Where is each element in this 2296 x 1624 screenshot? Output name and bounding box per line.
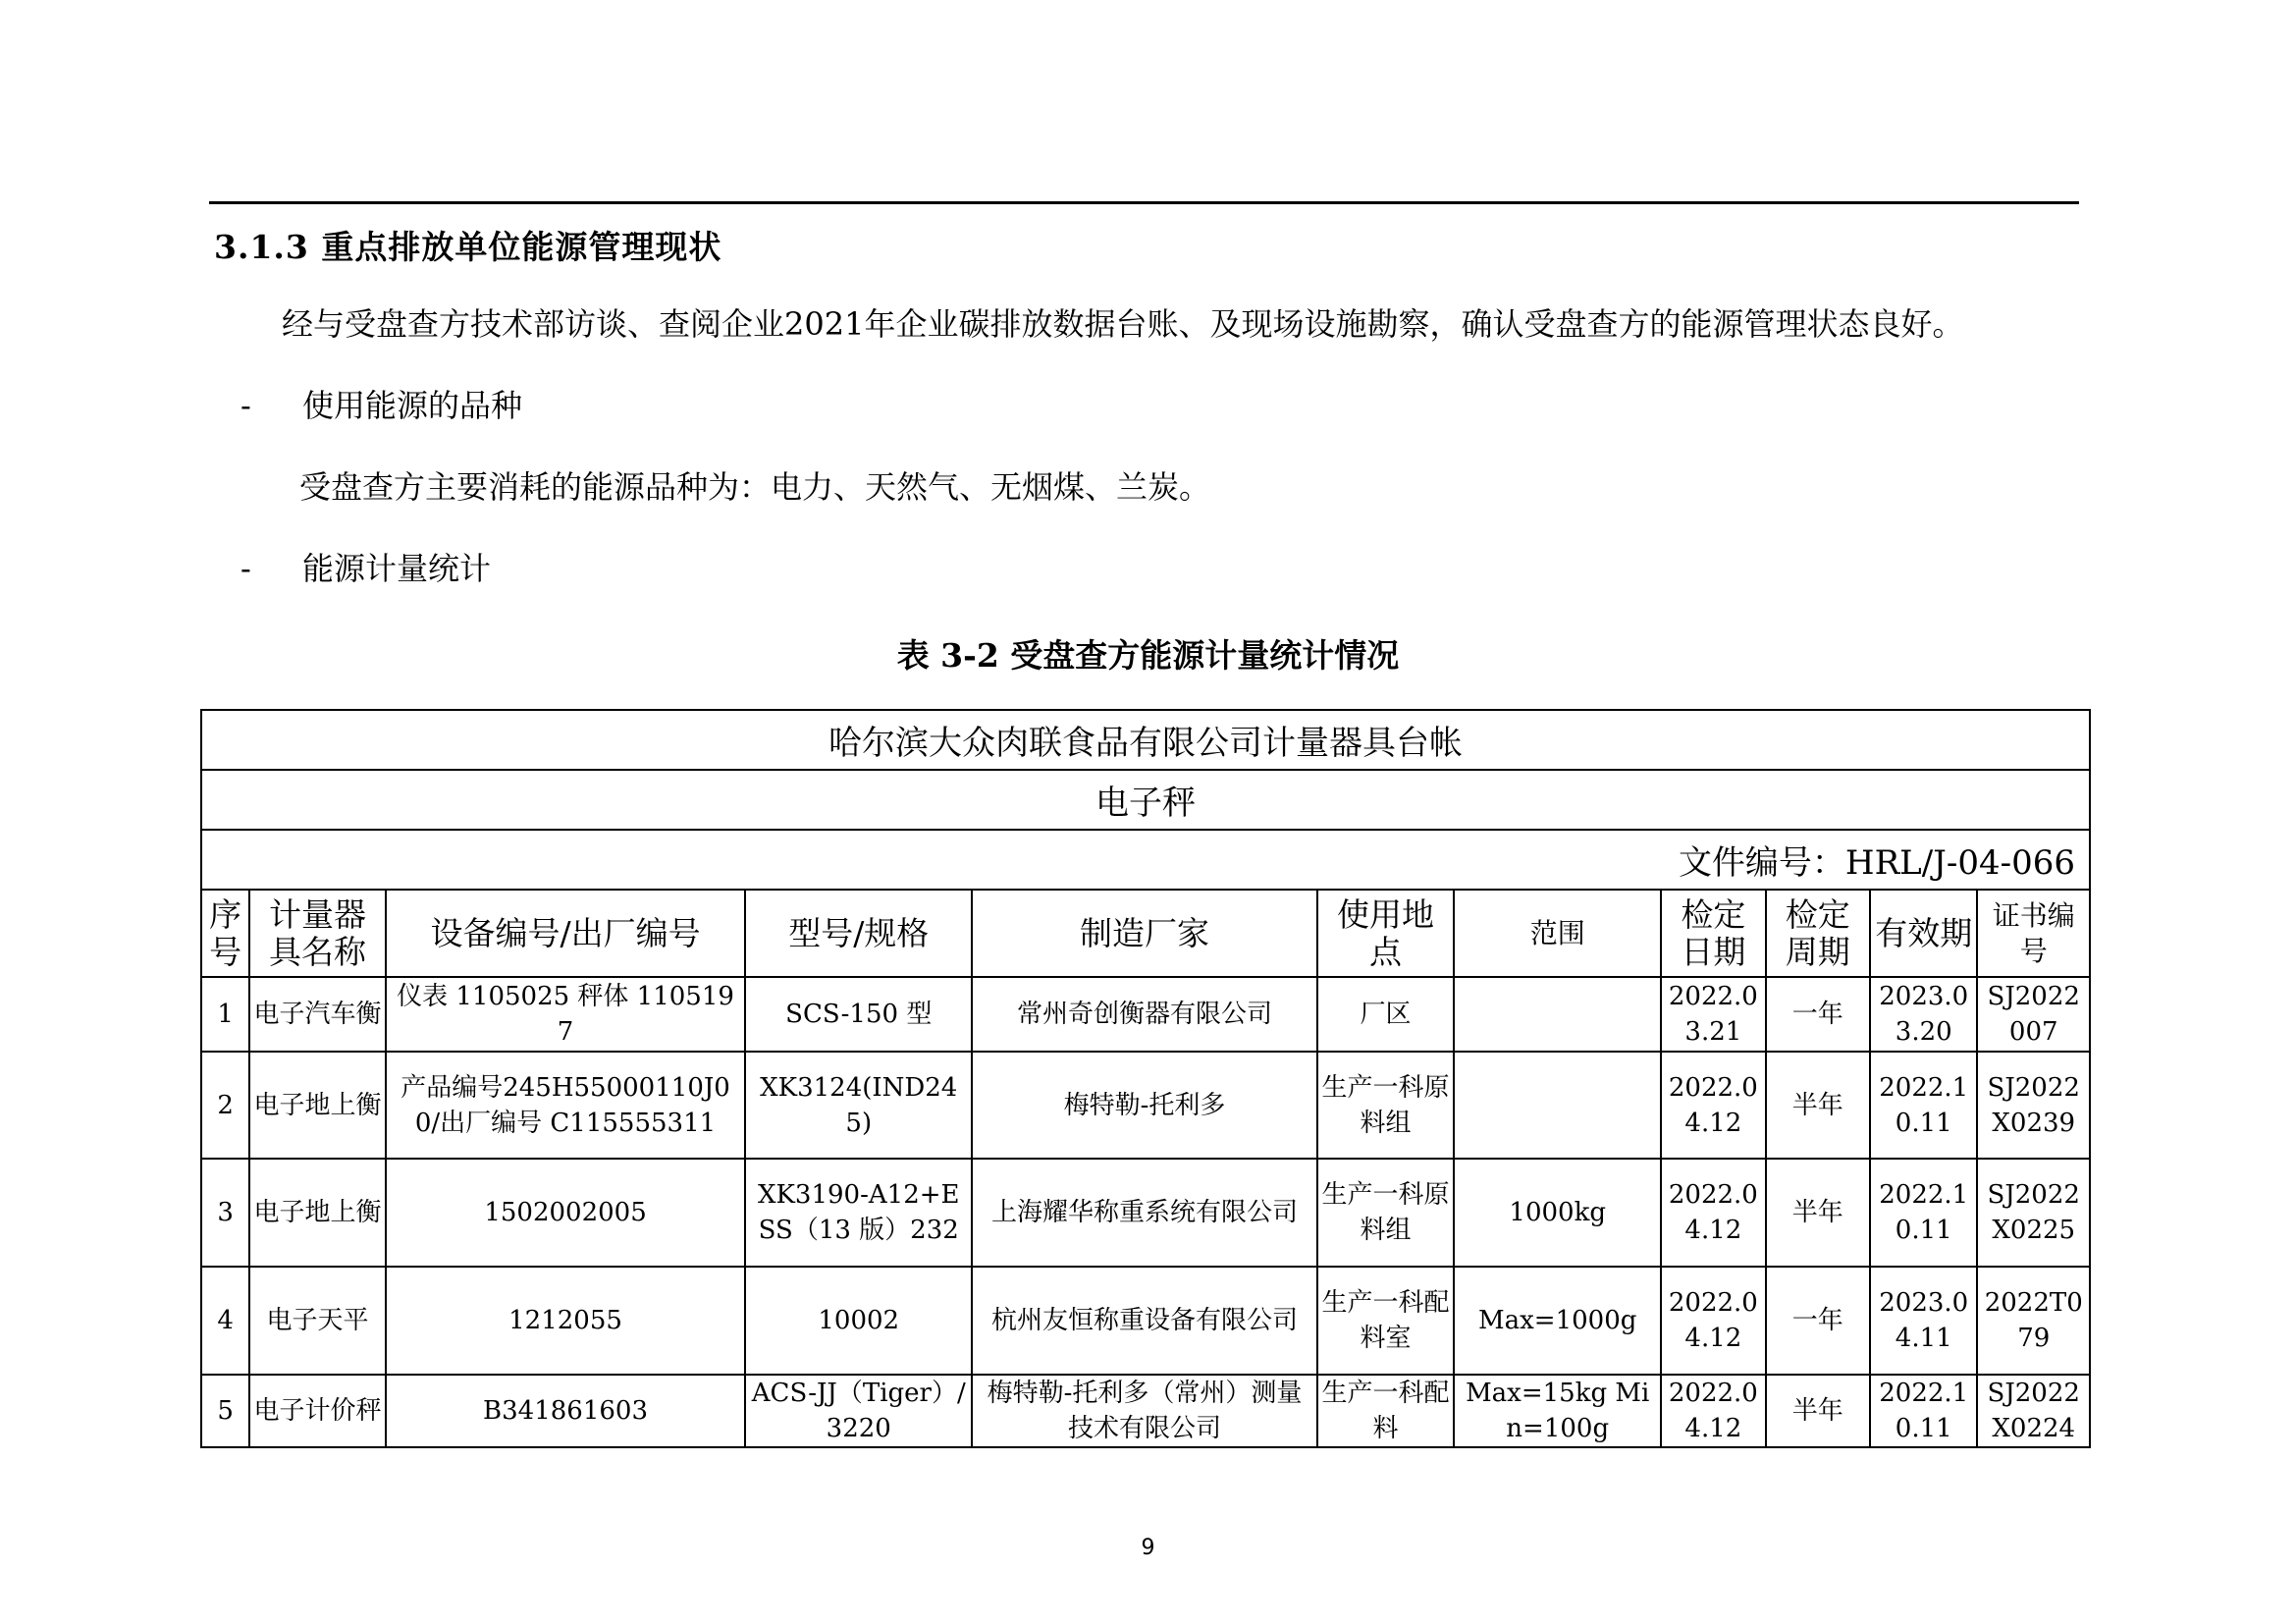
- table-cell: ACS-JJ（Tiger）/3220: [745, 1375, 972, 1447]
- table-row: [201, 977, 2090, 1052]
- table-row: [201, 1267, 2090, 1375]
- table-cell: 1: [201, 977, 249, 1052]
- table-caption: 表 3-2 受盘查方能源计量统计情况: [896, 636, 1400, 675]
- table-cell: 生产一科配料: [1317, 1375, 1455, 1447]
- table-cell: 电子天平: [249, 1267, 386, 1375]
- table-cell: 2023.04.11: [1870, 1267, 1977, 1375]
- column-header: 使用地点: [1317, 890, 1455, 977]
- table-cell: 生产一科原料组: [1317, 1052, 1455, 1159]
- table-cell: 2: [201, 1052, 249, 1159]
- metering-ledger-table: [200, 709, 2091, 1448]
- table-cell: 1502002005: [386, 1159, 746, 1267]
- table-cell: 仪表 1105025 秤体 1105197: [386, 977, 746, 1052]
- table-cell: 2022.10.11: [1870, 1375, 1977, 1447]
- table-cell: 2022.04.12: [1661, 1267, 1765, 1375]
- table-cell: 生产一科配料室: [1317, 1267, 1455, 1375]
- table-cell: 4: [201, 1267, 249, 1375]
- column-header: 序号: [201, 890, 249, 977]
- table-row: [201, 1052, 2090, 1159]
- table-cell: 一年: [1766, 977, 1870, 1052]
- section-heading: 3.1.3 重点排放单位能源管理现状: [214, 228, 722, 266]
- table-cell: Max=15kg Min=100g: [1454, 1375, 1661, 1447]
- table-cell: SJ2022X0225: [1977, 1159, 2090, 1267]
- bullet-energy-types: 使用能源的品种: [302, 387, 523, 424]
- table-cell: 2023.03.20: [1870, 977, 1977, 1052]
- column-header: 制造厂家: [972, 890, 1316, 977]
- table-cell: XK3124(IND245): [745, 1052, 972, 1159]
- table-cell: Max=1000g: [1454, 1267, 1661, 1375]
- column-header: 检定日期: [1661, 890, 1765, 977]
- table-cell: XK3190-A12+ESS（13 版）232: [745, 1159, 972, 1267]
- table-cell: 半年: [1766, 1159, 1870, 1267]
- column-header: 检定周期: [1766, 890, 1870, 977]
- table-cell: 5: [201, 1375, 249, 1447]
- table-cell: 杭州友恒称重设备有限公司: [972, 1267, 1316, 1375]
- column-header: 设备编号/出厂编号: [386, 890, 746, 977]
- table-cell: [1454, 1052, 1661, 1159]
- table-cell: 2022.10.11: [1870, 1159, 1977, 1267]
- bullet-marker: -: [240, 550, 251, 587]
- table-cell: 厂区: [1317, 977, 1455, 1052]
- table-header-row: [201, 890, 2090, 977]
- table-cell: 上海耀华称重系统有限公司: [972, 1159, 1316, 1267]
- file-number: 文件编号：HRL/J-04-066: [201, 830, 2090, 890]
- column-header: 范围: [1454, 890, 1661, 977]
- table-cell: SJ2022007: [1977, 977, 2090, 1052]
- table-cell: 半年: [1766, 1052, 1870, 1159]
- header-rule: [209, 201, 2079, 204]
- table-cell: [1454, 977, 1661, 1052]
- table-cell: 10002: [745, 1267, 972, 1375]
- table-cell: 产品编号245H55000110J00/出厂编号 C115555311: [386, 1052, 746, 1159]
- table-cell: 2022.04.12: [1661, 1375, 1765, 1447]
- table-cell: 1000kg: [1454, 1159, 1661, 1267]
- energy-types-paragraph: 受盘查方主要消耗的能源品种为：电力、天然气、无烟煤、兰炭。: [299, 468, 1211, 506]
- bullet-marker: -: [240, 387, 251, 424]
- ledger-title: 哈尔滨大众肉联食品有限公司计量器具台帐: [201, 710, 2090, 770]
- table-cell: 2022.10.11: [1870, 1052, 1977, 1159]
- table-cell: B341861603: [386, 1375, 746, 1447]
- table-cell: 电子计价秤: [249, 1375, 386, 1447]
- table-cell: 电子地上衡: [249, 1159, 386, 1267]
- table-cell: 一年: [1766, 1267, 1870, 1375]
- table-cell: 3: [201, 1159, 249, 1267]
- table-cell: 生产一科原料组: [1317, 1159, 1455, 1267]
- page-number: 9: [1141, 1536, 1155, 1560]
- table-cell: 梅特勒-托利多: [972, 1052, 1316, 1159]
- table-row: [201, 1375, 2090, 1447]
- table-cell: SJ2022X0224: [1977, 1375, 2090, 1447]
- table-cell: SJ2022X0239: [1977, 1052, 2090, 1159]
- table-cell: SCS-150 型: [745, 977, 972, 1052]
- table-cell: 半年: [1766, 1375, 1870, 1447]
- table-cell: 梅特勒-托利多（常州）测量技术有限公司: [972, 1375, 1316, 1447]
- column-header: 有效期: [1870, 890, 1977, 977]
- table-cell: 1212055: [386, 1267, 746, 1375]
- table-cell: 2022T079: [1977, 1267, 2090, 1375]
- ledger-subtitle: 电子秤: [201, 770, 2090, 830]
- column-header: 证书编号: [1977, 890, 2090, 977]
- table-cell: 2022.04.12: [1661, 1159, 1765, 1267]
- column-header: 计量器具名称: [249, 890, 386, 977]
- intro-paragraph: 经与受盘查方技术部访谈、查阅企业2021年企业碳排放数据台账、及现场设施勘察，确认受盘查方的能源管理状态良好。: [282, 305, 1964, 343]
- column-header: 型号/规格: [745, 890, 972, 977]
- table-cell: 2022.03.21: [1661, 977, 1765, 1052]
- table-cell: 电子汽车衡: [249, 977, 386, 1052]
- bullet-energy-metering: 能源计量统计: [302, 550, 492, 587]
- table-row: [201, 1159, 2090, 1267]
- table-cell: 2022.04.12: [1661, 1052, 1765, 1159]
- table-cell: 常州奇创衡器有限公司: [972, 977, 1316, 1052]
- table-cell: 电子地上衡: [249, 1052, 386, 1159]
